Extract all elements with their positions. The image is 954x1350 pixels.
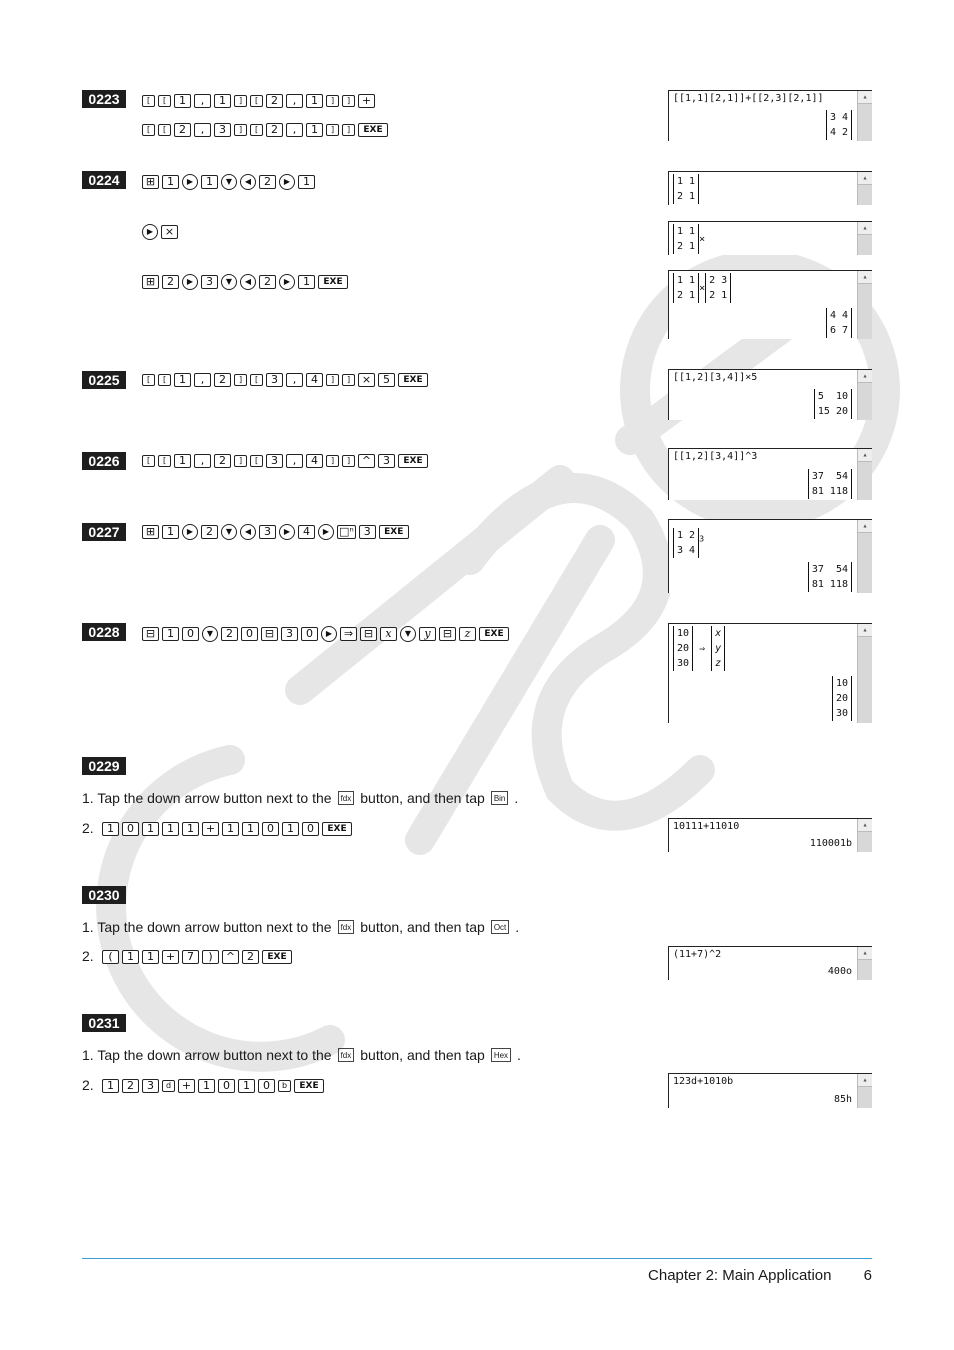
key-1: 1 — [214, 94, 231, 108]
key-left-arrow: ◀ — [240, 524, 256, 540]
calc-screen-0229 — [668, 818, 872, 852]
calc-screen-0224b — [668, 221, 872, 255]
key-exe: EXE — [358, 123, 388, 137]
key-bracket-close: ] — [326, 124, 339, 136]
fdx-icon[interactable]: fdx — [338, 1048, 355, 1062]
scrollbar[interactable] — [857, 271, 872, 339]
keystrokes-0224-line1 — [142, 173, 315, 191]
key-1: 1 — [162, 822, 179, 836]
page-footer — [648, 1267, 872, 1284]
matrix-row: 1 1 — [677, 226, 696, 237]
key-right-arrow: ▶ — [182, 524, 198, 540]
key-1: 1 — [282, 822, 299, 836]
matrix — [808, 562, 852, 592]
scrollbar[interactable] — [857, 624, 872, 723]
screen-input: 10111+11010 — [673, 821, 740, 832]
matrix-row: 3 4 — [677, 545, 696, 556]
key-4: 4 — [306, 454, 323, 468]
example-id-0231: 0231 — [82, 1014, 126, 1032]
example-id-0226: 0226 — [82, 452, 126, 470]
calc-screen-0230 — [668, 946, 872, 980]
key-down-arrow: ▼ — [221, 524, 237, 540]
key-2: 2 — [259, 175, 276, 189]
key-2: 2 — [214, 454, 231, 468]
key-bracket-open: [ — [250, 455, 263, 467]
key-3: 3 — [142, 1079, 159, 1093]
key-b: b — [278, 1080, 291, 1092]
key-exe: EXE — [322, 822, 352, 836]
matrix-row: 6 7 — [829, 325, 848, 336]
key-bracket-close: ] — [342, 455, 355, 467]
screen-input: 123d+1010b — [673, 1076, 734, 1087]
key-z: z — [459, 627, 476, 641]
screen-result — [808, 562, 852, 592]
key-1: 1 — [201, 175, 218, 189]
key-exe: EXE — [479, 627, 509, 641]
key-comma: , — [286, 373, 303, 387]
key-bracket-close: ] — [326, 95, 339, 107]
matrix-row: 37 54 — [811, 471, 848, 482]
key-1: 1 — [298, 275, 315, 289]
step2-0230 — [82, 948, 94, 964]
key-2: 2 — [221, 627, 238, 641]
key-matrix-2x2: ⊞ — [142, 175, 159, 189]
matrix-row: 81 118 — [811, 486, 848, 497]
period: . — [515, 919, 520, 935]
example-id-0230: 0230 — [82, 886, 126, 904]
key-matrix-column: ⊟ — [142, 627, 159, 641]
key-comma: , — [194, 454, 211, 468]
screen-input: [[1,1][2,1]]+[[2,3][2,1]] — [673, 93, 824, 104]
key-bracket-open: [ — [158, 455, 171, 467]
step-number: 2. — [82, 1077, 94, 1093]
screen-input — [673, 273, 731, 303]
key-1: 1 — [306, 123, 323, 137]
key-1: 1 — [242, 822, 259, 836]
key-bracket-open: [ — [158, 95, 171, 107]
keystrokes-0223-line2 — [142, 121, 388, 139]
key-1: 1 — [222, 822, 239, 836]
step1-0230 — [82, 919, 519, 935]
times-sign: × — [699, 234, 706, 245]
key-1: 1 — [162, 627, 179, 641]
keystrokes-0224-line2 — [142, 223, 178, 241]
step-text: 1. Tap the down arrow button next to the — [82, 790, 332, 806]
key-matrix-2x2: ⊞ — [142, 275, 159, 289]
key-bracket-open: [ — [250, 374, 263, 386]
matrix-row: 20 — [677, 643, 690, 654]
key-2: 2 — [162, 275, 179, 289]
screen-result: 110001b — [809, 838, 852, 849]
matrix-row: 1 2 — [677, 530, 696, 541]
key-matrix-column: ⊟ — [439, 627, 456, 641]
scrollbar[interactable] — [857, 819, 872, 852]
matrix-row: 2 1 — [677, 290, 696, 301]
key-0: 0 — [302, 822, 319, 836]
key-bracket-open: [ — [250, 95, 263, 107]
key-x: x — [380, 627, 397, 641]
key-times: × — [358, 373, 375, 387]
key-bracket-close: ] — [342, 95, 355, 107]
key-2: 2 — [122, 1079, 139, 1093]
oct-mode-button[interactable]: Oct — [491, 920, 509, 934]
matrix — [826, 308, 852, 338]
key-bracket-close: ] — [342, 374, 355, 386]
keystrokes-0225 — [142, 371, 428, 389]
keystrokes-0230 — [102, 948, 292, 966]
key-right-arrow: ▶ — [279, 174, 295, 190]
key-bracket-close: ] — [326, 374, 339, 386]
key-power: ^ — [358, 454, 375, 468]
key-paren-close: ) — [202, 950, 219, 964]
matrix — [673, 174, 699, 204]
times-sign: × — [699, 283, 706, 294]
screen-result: 85h — [833, 1094, 852, 1105]
matrix-row: 4 2 — [829, 127, 848, 138]
screen-input — [673, 174, 699, 204]
screen-result — [814, 389, 852, 419]
matrix-row: 30 — [677, 658, 690, 669]
key-1: 1 — [162, 175, 179, 189]
matrix-row: 1 1 — [677, 275, 696, 286]
key-times: × — [161, 225, 178, 239]
key-right-arrow: ▶ — [279, 524, 295, 540]
example-id-0228: 0228 — [82, 623, 126, 641]
calc-screen-0225 — [668, 369, 872, 420]
matrix-row: 10 — [835, 678, 848, 689]
key-plus: + — [358, 94, 375, 108]
step1-0231 — [82, 1047, 521, 1063]
key-bracket-close: ] — [342, 124, 355, 136]
scrollbar[interactable] — [857, 947, 872, 980]
key-1: 1 — [174, 94, 191, 108]
period: . — [514, 790, 519, 806]
matrix-row: 3 4 — [829, 112, 848, 123]
matrix-row: 2 1 — [677, 191, 696, 202]
keystrokes-0224-line3 — [142, 273, 348, 291]
key-1: 1 — [306, 94, 323, 108]
key-4: 4 — [298, 525, 315, 539]
key-1: 1 — [142, 950, 159, 964]
key-3: 3 — [359, 525, 376, 539]
matrix — [826, 110, 852, 140]
key-3: 3 — [259, 525, 276, 539]
screen-input — [673, 224, 705, 254]
matrix-row: 1 1 — [677, 176, 696, 187]
key-bracket-close: ] — [326, 455, 339, 467]
key-matrix-column: ⊟ — [360, 627, 377, 641]
key-matrix-column: ⊟ — [261, 627, 278, 641]
key-5: 5 — [378, 373, 395, 387]
example-id-0224: 0224 — [82, 171, 126, 189]
key-3: 3 — [214, 123, 231, 137]
key-right-arrow: ▶ — [182, 174, 198, 190]
keystrokes-0231 — [102, 1077, 324, 1095]
key-plus: + — [178, 1079, 195, 1093]
key-1: 1 — [298, 175, 315, 189]
matrix-row: 2 1 — [677, 241, 696, 252]
key-bracket-open: [ — [158, 124, 171, 136]
key-exe: EXE — [294, 1079, 324, 1093]
key-0: 0 — [182, 627, 199, 641]
key-1: 1 — [142, 822, 159, 836]
key-1: 1 — [198, 1079, 215, 1093]
screen-input: [[1,2][3,4]]^3 — [673, 451, 758, 462]
key-bracket-open: [ — [142, 455, 155, 467]
key-right-arrow: ▶ — [321, 626, 337, 642]
key-power: ^ — [222, 950, 239, 964]
key-paren-open: ( — [102, 950, 119, 964]
key-0: 0 — [241, 627, 258, 641]
matrix-row: 37 54 — [811, 564, 848, 575]
key-bracket-open: [ — [142, 374, 155, 386]
key-bracket-close: ] — [234, 455, 247, 467]
scrollbar[interactable] — [857, 91, 872, 141]
key-3: 3 — [201, 275, 218, 289]
matrix-row: 81 118 — [811, 579, 848, 590]
step-number: 2. — [82, 948, 94, 964]
matrix — [673, 273, 699, 303]
key-2: 2 — [259, 275, 276, 289]
matrix — [673, 528, 699, 558]
key-comma: , — [286, 94, 303, 108]
step2-0231 — [82, 1077, 94, 1093]
screen-result: 400o — [827, 966, 852, 977]
key-bracket-open: [ — [158, 374, 171, 386]
exponent: 3 — [699, 533, 705, 544]
key-2: 2 — [201, 525, 218, 539]
key-0: 0 — [218, 1079, 235, 1093]
step1-0229 — [82, 790, 518, 806]
keystrokes-0227 — [142, 523, 409, 541]
key-comma: , — [286, 123, 303, 137]
matrix-row: z — [715, 658, 722, 669]
key-plus: + — [202, 822, 219, 836]
key-4: 4 — [306, 373, 323, 387]
key-down-arrow: ▼ — [400, 626, 416, 642]
scrollbar[interactable] — [857, 172, 872, 205]
key-plus: + — [162, 950, 179, 964]
key-exe: EXE — [398, 373, 428, 387]
screen-result — [832, 676, 852, 721]
key-down-arrow: ▼ — [202, 626, 218, 642]
matrix — [673, 224, 699, 254]
fdx-icon[interactable]: fdx — [338, 920, 355, 934]
step-text: button, and then tap — [360, 919, 485, 935]
matrix-row: 20 — [835, 693, 848, 704]
key-2: 2 — [266, 94, 283, 108]
keystrokes-0228 — [142, 625, 509, 643]
key-comma: , — [194, 94, 211, 108]
scrollbar[interactable] — [857, 449, 872, 500]
key-3: 3 — [266, 454, 283, 468]
key-right-arrow: ▶ — [279, 274, 295, 290]
key-matrix-2x2: ⊞ — [142, 525, 159, 539]
matrix — [711, 626, 725, 671]
key-1: 1 — [122, 950, 139, 964]
example-id-0223: 0223 — [82, 90, 126, 108]
key-exe: EXE — [318, 275, 348, 289]
matrix — [673, 626, 693, 671]
scrollbar[interactable] — [857, 1074, 872, 1108]
screen-result — [826, 110, 852, 140]
matrix-row: 30 — [835, 708, 848, 719]
calc-screen-0226 — [668, 448, 872, 500]
matrix-row: 2 3 — [709, 275, 728, 286]
key-left-arrow: ◀ — [240, 274, 256, 290]
matrix-row: 10 — [677, 628, 690, 639]
matrix — [832, 676, 852, 721]
step-text: 1. Tap the down arrow button next to the — [82, 1047, 332, 1063]
key-0: 0 — [301, 627, 318, 641]
key-2: 2 — [242, 950, 259, 964]
key-y: y — [419, 627, 436, 641]
matrix-row: 5 10 — [817, 391, 848, 402]
matrix-row: 4 4 — [829, 310, 848, 321]
key-comma: , — [286, 454, 303, 468]
step2-0229 — [82, 820, 94, 836]
key-1: 1 — [238, 1079, 255, 1093]
calc-screen-0228 — [668, 623, 872, 723]
scrollbar[interactable] — [857, 520, 872, 593]
key-1: 1 — [174, 454, 191, 468]
keystrokes-0223-line1 — [142, 92, 375, 110]
key-implies: ⇒ — [340, 627, 357, 641]
calc-screen-0227 — [668, 519, 872, 593]
keystrokes-0229 — [102, 820, 352, 838]
key-3: 3 — [281, 627, 298, 641]
example-id-0227: 0227 — [82, 523, 126, 541]
step-text: button, and then tap — [360, 1047, 485, 1063]
key-exe: EXE — [262, 950, 292, 964]
key-7: 7 — [182, 950, 199, 964]
example-id-0229: 0229 — [82, 757, 126, 775]
key-down-arrow: ▼ — [221, 174, 237, 190]
key-comma: , — [194, 123, 211, 137]
key-1: 1 — [182, 822, 199, 836]
key-1: 1 — [162, 525, 179, 539]
calc-screen-0223 — [668, 90, 872, 141]
calc-screen-0224a — [668, 171, 872, 205]
matrix-row: x — [715, 628, 722, 639]
screen-result — [808, 469, 852, 499]
fdx-icon[interactable]: fdx — [338, 791, 355, 805]
key-2: 2 — [174, 123, 191, 137]
matrix-row: y — [715, 643, 722, 654]
key-down-arrow: ▼ — [221, 274, 237, 290]
keystrokes-0226 — [142, 452, 428, 470]
key-2: 2 — [266, 123, 283, 137]
scrollbar[interactable] — [857, 370, 872, 420]
step-number: 2. — [82, 820, 94, 836]
key-0: 0 — [258, 1079, 275, 1093]
chapter-title: Chapter 2: Main Application — [648, 1267, 832, 1284]
footer-rule — [82, 1258, 872, 1259]
key-1: 1 — [102, 1079, 119, 1093]
page-number: 6 — [863, 1267, 872, 1284]
key-left-arrow: ◀ — [240, 174, 256, 190]
matrix-row: 2 1 — [709, 290, 728, 301]
implies-arrow: ⇒ — [699, 643, 706, 655]
hex-mode-button[interactable]: Hex — [491, 1048, 511, 1062]
key-bracket-close: ] — [234, 124, 247, 136]
matrix — [705, 273, 731, 303]
key-bracket-close: ] — [234, 374, 247, 386]
key-bracket-open: [ — [142, 124, 155, 136]
key-3: 3 — [378, 454, 395, 468]
bin-mode-button[interactable]: Bin — [491, 791, 509, 805]
key-exe: EXE — [398, 454, 428, 468]
example-id-0225: 0225 — [82, 371, 126, 389]
screen-input: [[1,2][3,4]]×5 — [673, 372, 758, 383]
key-1: 1 — [102, 822, 119, 836]
step-text: 1. Tap the down arrow button next to the — [82, 919, 332, 935]
key-right-arrow: ▶ — [142, 224, 158, 240]
matrix-row: 15 20 — [817, 406, 848, 417]
key-power-template: □ⁿ — [339, 525, 354, 538]
screen-input — [673, 626, 725, 671]
key-right-arrow: ▶ — [182, 274, 198, 290]
calc-screen-0231 — [668, 1073, 872, 1108]
matrix — [808, 469, 852, 499]
key-right-arrow: ▶ — [318, 524, 334, 540]
key-bracket-open: [ — [142, 95, 155, 107]
screen-input: (11+7)^2 — [673, 949, 722, 960]
matrix — [814, 389, 852, 419]
key-0: 0 — [262, 822, 279, 836]
period: . — [517, 1047, 521, 1063]
key-comma: , — [194, 373, 211, 387]
key-0: 0 — [122, 822, 139, 836]
calc-screen-0224c — [668, 270, 872, 339]
screen-input — [673, 528, 704, 558]
key-bracket-open: [ — [250, 124, 263, 136]
screen-result — [826, 308, 852, 338]
key-d: d — [162, 1080, 175, 1092]
key-bracket-close: ] — [234, 95, 247, 107]
key-exe: EXE — [379, 525, 409, 539]
key-1: 1 — [174, 373, 191, 387]
key-3: 3 — [266, 373, 283, 387]
key-2: 2 — [214, 373, 231, 387]
step-text: button, and then tap — [360, 790, 485, 806]
scrollbar[interactable] — [857, 222, 872, 255]
